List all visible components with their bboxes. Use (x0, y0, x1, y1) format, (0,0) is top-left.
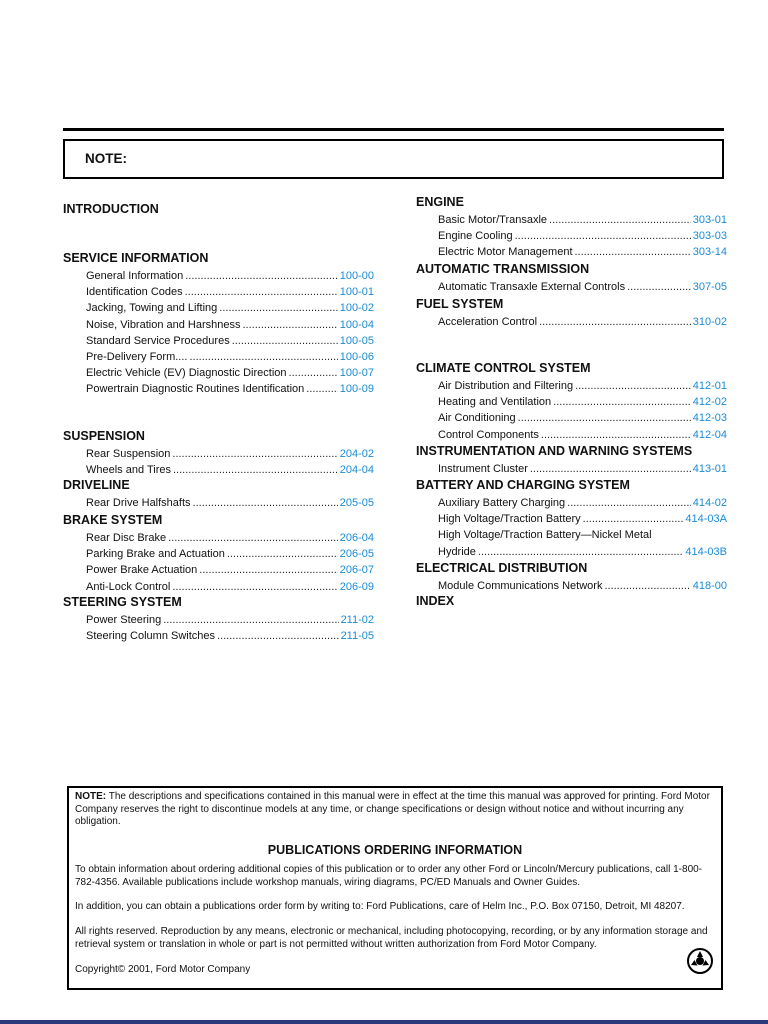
toc-entry-label: Powertrain Diagnostic Routines Identification (86, 383, 305, 396)
toc-entry-label: Rear Disc Brake (86, 532, 167, 544)
toc-entry[interactable] (86, 462, 374, 478)
toc-page-link[interactable]: 211-05 (340, 630, 374, 643)
toc-page-link[interactable]: 100-02 (339, 302, 374, 315)
toc-entry[interactable] (438, 244, 727, 260)
toc-entry-label: Electric Motor Management (438, 246, 573, 259)
section-heading-instrumentation-and-warning-systems: INSTRUMENTATION AND WARNING SYSTEMS (416, 444, 693, 458)
toc-entry-label: Instrument Cluster (438, 463, 528, 475)
dot-leader (567, 495, 691, 511)
toc-entry-label: High Voltage/Traction Battery (438, 513, 581, 526)
section-heading-engine: ENGINE (416, 195, 464, 209)
toc-entry[interactable] (86, 300, 374, 316)
toc-page-link[interactable]: 307-05 (692, 281, 727, 293)
toc-entry-label: Power Brake Actuation (86, 564, 198, 577)
toc-page-link[interactable]: 206-05 (339, 548, 374, 561)
toc-entry[interactable] (438, 279, 727, 295)
toc-entry-label: Air Conditioning (438, 412, 516, 425)
toc-page-link[interactable]: 100-04 (339, 318, 374, 331)
dot-leader (185, 284, 338, 300)
toc-entry-label: Pre-Delivery Form.... (86, 351, 188, 363)
toc-entry[interactable] (438, 212, 727, 228)
toc-entry[interactable] (86, 381, 374, 397)
section-heading-climate-control-system: CLIMATE CONTROL SYSTEM (416, 361, 591, 375)
section-heading-suspension: SUSPENSION (63, 429, 145, 443)
toc-entry-label: Power Steering (86, 614, 162, 626)
toc-entry[interactable] (86, 546, 374, 562)
footer-note (75, 791, 715, 829)
section-heading-fuel-system: FUEL SYSTEM (416, 297, 504, 311)
toc-page-link[interactable]: 414-03B (685, 545, 727, 558)
toc-entry-label: Acceleration Control (438, 316, 538, 328)
dot-leader (515, 228, 691, 244)
toc-entry-label: Wheels and Tires (86, 464, 171, 477)
section-heading-service-information: SERVICE INFORMATION (63, 251, 209, 265)
toc-entry[interactable] (86, 562, 374, 578)
footer-note-label: NOTE: (75, 791, 107, 802)
section-heading-automatic-transmission: AUTOMATIC TRANSMISSION (416, 262, 590, 276)
footer-note-text: The descriptions and specifications contained in this manual were in effect at the time this manual was approved for printing. Ford Motor Company reserves the right to discontinue models at any time, or change specifications or design without notice and without incurring any obligation. (75, 791, 710, 827)
toc-entry-label: Module Communications Network (438, 580, 603, 592)
toc-page-link[interactable]: 412-02 (692, 396, 727, 409)
toc-entry-label: Automatic Transaxle External Controls (438, 281, 626, 293)
toc-page-link[interactable]: 211-02 (340, 614, 374, 626)
toc-entry[interactable] (86, 284, 374, 300)
dot-leader (539, 314, 691, 330)
dot-leader (243, 317, 338, 333)
dot-leader (217, 628, 339, 644)
dot-leader (172, 579, 337, 595)
dot-leader (199, 562, 337, 578)
dot-leader (185, 268, 338, 284)
toc-entry[interactable] (438, 228, 727, 244)
toc-entry-label: High Voltage/Traction Battery—Nickel Metal (438, 529, 652, 542)
toc-entry-label: Control Components (438, 428, 539, 441)
section-heading-electrical-distribution: ELECTRICAL DISTRIBUTION (416, 561, 588, 575)
dot-leader (553, 394, 691, 410)
toc-entry-label: Heating and Ventilation (438, 396, 552, 409)
bottom-band (0, 1020, 768, 1024)
dot-leader (189, 349, 337, 365)
toc-entry-label: Rear Suspension (86, 448, 171, 460)
toc-entry (438, 527, 727, 543)
footer-para-ordering: To obtain information about ordering additional copies of this publication or to order any other Ford or Lincoln/Mercury publications, call 1-800-782-4356. Available publications include workshop manuals, wiring diagrams, PC/ED Manuals and Owner Guides. (75, 864, 703, 888)
dot-leader (173, 462, 338, 478)
dot-leader (306, 381, 337, 397)
toc-entry-label: Steering Column Switches (86, 630, 216, 643)
toc-entry[interactable] (438, 511, 727, 527)
toc-entry[interactable] (438, 378, 727, 394)
toc-page-link[interactable]: 100-01 (339, 286, 374, 299)
dot-leader (232, 333, 338, 349)
toc-entry-label: Hydride (438, 545, 476, 558)
dot-leader (530, 461, 691, 477)
dot-leader (478, 544, 684, 560)
toc-entry-label: Engine Cooling (438, 230, 513, 243)
toc-entry[interactable] (86, 365, 374, 381)
dot-leader (227, 546, 338, 562)
publications-heading: PUBLICATIONS ORDERING INFORMATION (267, 843, 523, 857)
toc-page-link[interactable]: 414-02 (692, 497, 727, 509)
dot-leader (289, 365, 338, 381)
dot-leader (627, 279, 691, 295)
toc-entry-label: Anti-Lock Control (86, 580, 171, 593)
toc-page-link[interactable]: 206-09 (339, 580, 374, 593)
dot-leader (575, 378, 691, 394)
dot-leader (163, 612, 338, 628)
toc-entry-label: Electric Vehicle (EV) Diagnostic Direction (86, 367, 287, 380)
dot-leader (518, 410, 691, 426)
toc-page-link[interactable]: 100-05 (339, 334, 374, 347)
toc-page-link[interactable]: 100-07 (339, 367, 374, 380)
dot-leader (172, 446, 337, 462)
toc-page-link[interactable]: 303-03 (692, 230, 727, 243)
dot-leader (219, 300, 337, 316)
toc-entry-label: Identification Codes (86, 286, 183, 299)
section-heading-driveline: DRIVELINE (63, 478, 130, 492)
toc-entry-label: Standard Service Procedures (86, 334, 230, 347)
toc-page-link[interactable]: 418-00 (692, 580, 727, 592)
dot-leader (604, 578, 690, 594)
dot-leader (583, 511, 684, 527)
toc-entry-label: Air Distribution and Filtering (438, 380, 574, 392)
toc-page-link[interactable]: 412-01 (692, 380, 727, 392)
footer-para-rights: All rights reserved. Reproduction by any means, electronic or mechanical, including photocopying, recording, or by any information storage and retrieval system or translation in whole or part is not permitted without written authorization from Ford Motor Company. (75, 926, 708, 950)
toc-entry[interactable] (86, 349, 374, 365)
toc-entry[interactable] (438, 544, 727, 560)
ford-recycle-logo-icon (687, 948, 713, 974)
toc-page-link[interactable]: 205-05 (339, 497, 374, 509)
toc-page-link[interactable]: 303-01 (692, 214, 727, 226)
dot-leader (541, 427, 691, 443)
section-heading-steering-system: STEERING SYSTEM (63, 595, 182, 609)
toc-entry[interactable] (438, 410, 727, 426)
toc-entry[interactable] (86, 495, 374, 511)
toc-page-link[interactable]: 204-02 (339, 448, 374, 460)
toc-entry[interactable] (86, 530, 374, 546)
toc-entry[interactable] (438, 427, 727, 443)
footer-box (67, 786, 723, 990)
toc-page-link[interactable]: 414-03A (685, 513, 727, 526)
toc-entry-label: Noise, Vibration and Harshness (86, 318, 241, 331)
toc-entry[interactable] (438, 394, 727, 410)
footer-copyright: Copyright© 2001, Ford Motor Company (75, 964, 251, 975)
toc-entry-label: Basic Motor/Transaxle (438, 214, 548, 226)
toc-page-link[interactable]: 100-06 (339, 351, 374, 363)
toc-entry[interactable] (86, 446, 374, 462)
toc-entry[interactable] (86, 317, 374, 333)
toc-page-link[interactable]: 206-07 (339, 564, 374, 577)
toc-page-link[interactable]: 303-14 (692, 246, 727, 259)
dot-leader (168, 530, 338, 546)
toc-entry[interactable] (438, 495, 727, 511)
footer-para-address: In addition, you can obtain a publications order form by writing to: Ford Publications, care of Helm Inc., P.O. Box 07150, Detroit, MI 48207. (75, 901, 685, 912)
section-heading-battery-and-charging-system: BATTERY AND CHARGING SYSTEM (416, 478, 630, 492)
toc-entry[interactable] (438, 461, 727, 477)
toc-entry[interactable] (438, 578, 727, 594)
toc-entry-label: Rear Drive Halfshafts (86, 497, 191, 509)
toc-page-link[interactable]: 206-04 (339, 532, 374, 544)
toc-page-link[interactable]: 100-00 (339, 270, 374, 282)
dot-leader (193, 495, 338, 511)
toc-page-link[interactable]: 100-09 (339, 383, 374, 396)
toc-page-link[interactable]: 412-04 (692, 428, 727, 441)
section-heading-brake-system: BRAKE SYSTEM (63, 513, 163, 527)
note-label: NOTE: (85, 151, 127, 166)
toc-entry[interactable] (86, 628, 374, 644)
toc-page-link[interactable]: 310-02 (692, 316, 727, 328)
toc-entry-label: Jacking, Towing and Lifting (86, 302, 218, 315)
toc-entry-label: Parking Brake and Actuation (86, 548, 225, 561)
toc-entry[interactable] (86, 333, 374, 349)
dot-leader (575, 244, 691, 260)
toc-page-link[interactable]: 412-03 (692, 412, 727, 425)
toc-page-link[interactable]: 204-04 (339, 464, 374, 477)
dot-leader (549, 212, 691, 228)
toc-entry[interactable] (438, 314, 727, 330)
section-heading-introduction: INTRODUCTION (63, 202, 159, 216)
toc-entry[interactable] (86, 579, 374, 595)
toc-entry[interactable] (86, 268, 374, 284)
toc-entry-label: General Information (86, 270, 184, 282)
toc-entry-label: Auxiliary Battery Charging (438, 497, 566, 509)
toc-entry[interactable] (86, 612, 374, 628)
toc-page-link[interactable]: 413-01 (692, 463, 727, 475)
section-heading-index: INDEX (416, 594, 455, 608)
note-box (63, 139, 724, 179)
top-rule (63, 128, 724, 131)
